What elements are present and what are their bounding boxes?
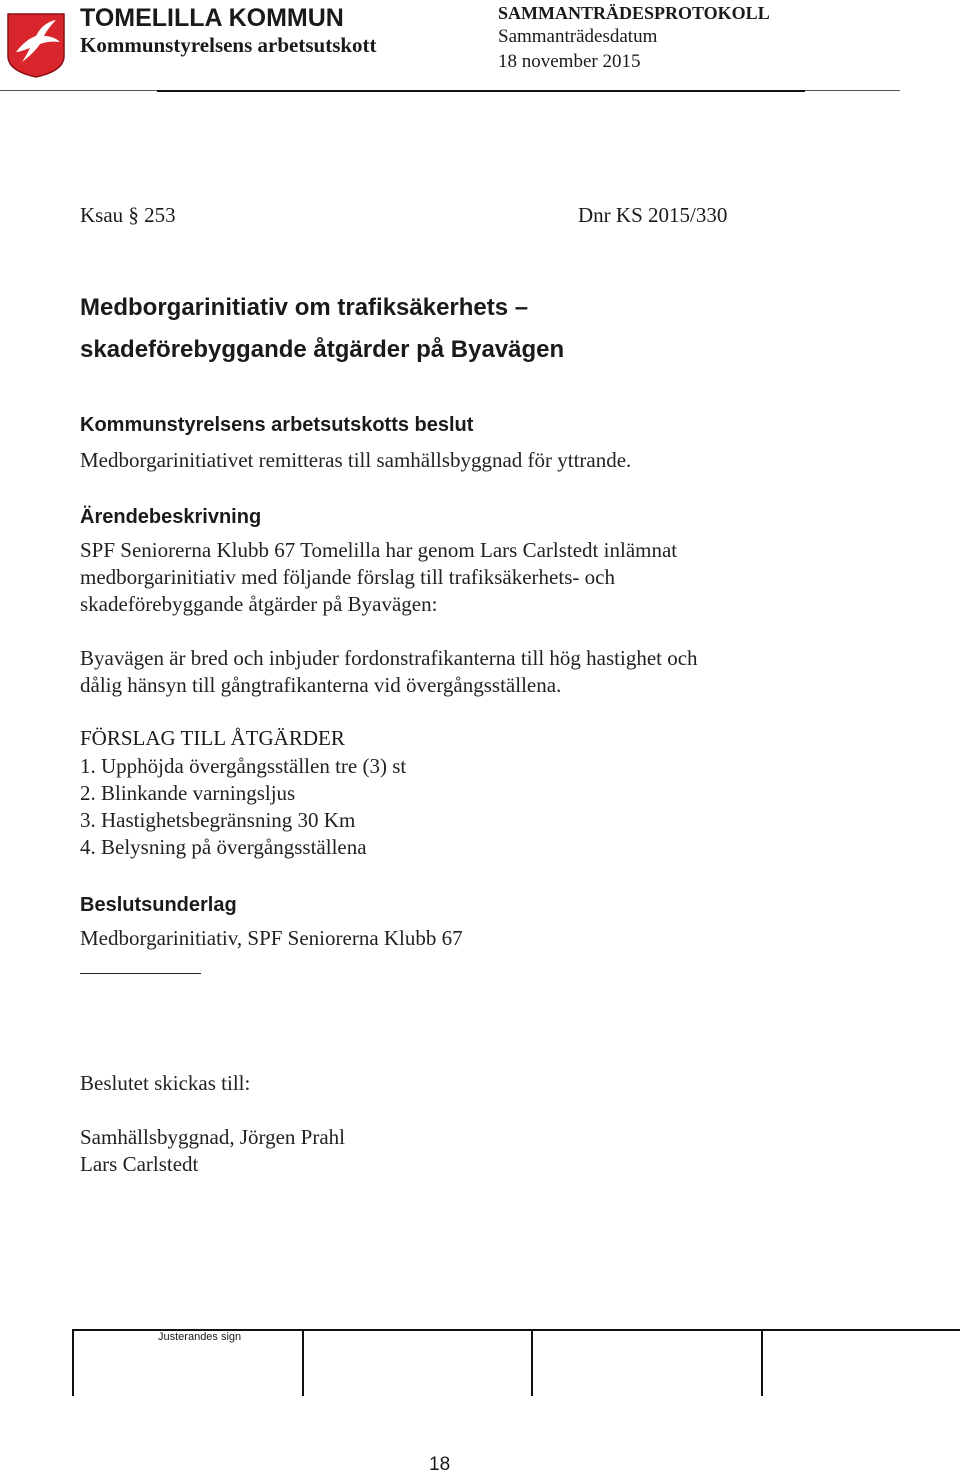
meeting-date-value: 18 november 2015 — [498, 51, 641, 72]
section-divider — [80, 973, 201, 974]
list-item: Samhällsbyggnad, Jörgen Prahl — [80, 1125, 346, 1149]
page-title — [80, 287, 564, 371]
meeting-date-label: Sammanträdesdatum — [498, 26, 658, 47]
text-line: Byavägen är bred och inbjuder fordonstrafikanterna till hög hastighet och — [80, 646, 698, 670]
description-heading: Ärendebeskrivning — [80, 506, 262, 528]
header-divider-bold — [157, 90, 805, 92]
title-line: skadeförebyggande åtgärder på Byavägen — [80, 336, 565, 363]
org-name: TOMELILLA KOMMUN — [80, 4, 344, 32]
basis-text: Medborgarinitiativ, SPF Seniorerna Klubb 67 — [80, 926, 463, 950]
title-line: Medborgarinitiativ om trafiksäkerhets – — [80, 294, 529, 321]
text-line: SPF Seniorerna Klubb 67 Tomelilla har genom Lars Carlstedt inlämnat — [80, 538, 678, 562]
municipality-logo-icon — [6, 12, 66, 78]
text-line: skadeförebyggande åtgärder på Byavägen: — [80, 592, 438, 616]
org-unit: Kommunstyrelsens arbetsutskott — [80, 33, 377, 57]
list-item: 4. Belysning på övergångsställena — [80, 835, 367, 859]
proposals-list — [80, 753, 406, 861]
signature-label: Justerandes sign — [158, 1331, 242, 1343]
proposals-heading: FÖRSLAG TILL ÅTGÄRDER — [80, 726, 345, 750]
list-item: 1. Upphöjda övergångsställen tre (3) st — [80, 754, 407, 778]
text-line: dålig hänsyn till gångtrafikanterna vid övergångsställena. — [80, 673, 562, 697]
recipients-list — [80, 1124, 345, 1178]
decision-heading: Kommunstyrelsens arbetsutskotts beslut — [80, 414, 474, 436]
document-type: SAMMANTRÄDESPROTOKOLL — [498, 3, 770, 23]
description-paragraph — [80, 537, 840, 618]
signature-box-divider — [761, 1329, 763, 1396]
list-item: 3. Hastighetsbegränsning 30 Km — [80, 808, 356, 832]
case-section-id: Ksau § 253 — [80, 203, 176, 227]
list-item: Lars Carlstedt — [80, 1152, 199, 1176]
description-paragraph — [80, 645, 840, 699]
decision-text: Medborgarinitiativet remitteras till samhällsbyggnad för yttrande. — [80, 448, 632, 472]
signature-box-divider — [531, 1329, 533, 1396]
list-item: 2. Blinkande varningsljus — [80, 781, 296, 805]
basis-heading: Beslutsunderlag — [80, 894, 237, 916]
case-registration-number: Dnr KS 2015/330 — [578, 203, 728, 227]
signature-box-divider — [72, 1329, 74, 1396]
text-line: medborgarinitiativ med följande förslag till trafiksäkerhets- och — [80, 565, 615, 589]
page-number: 18 — [429, 1454, 451, 1475]
sent-to-label: Beslutet skickas till: — [80, 1071, 251, 1095]
signature-box-divider — [302, 1329, 304, 1396]
